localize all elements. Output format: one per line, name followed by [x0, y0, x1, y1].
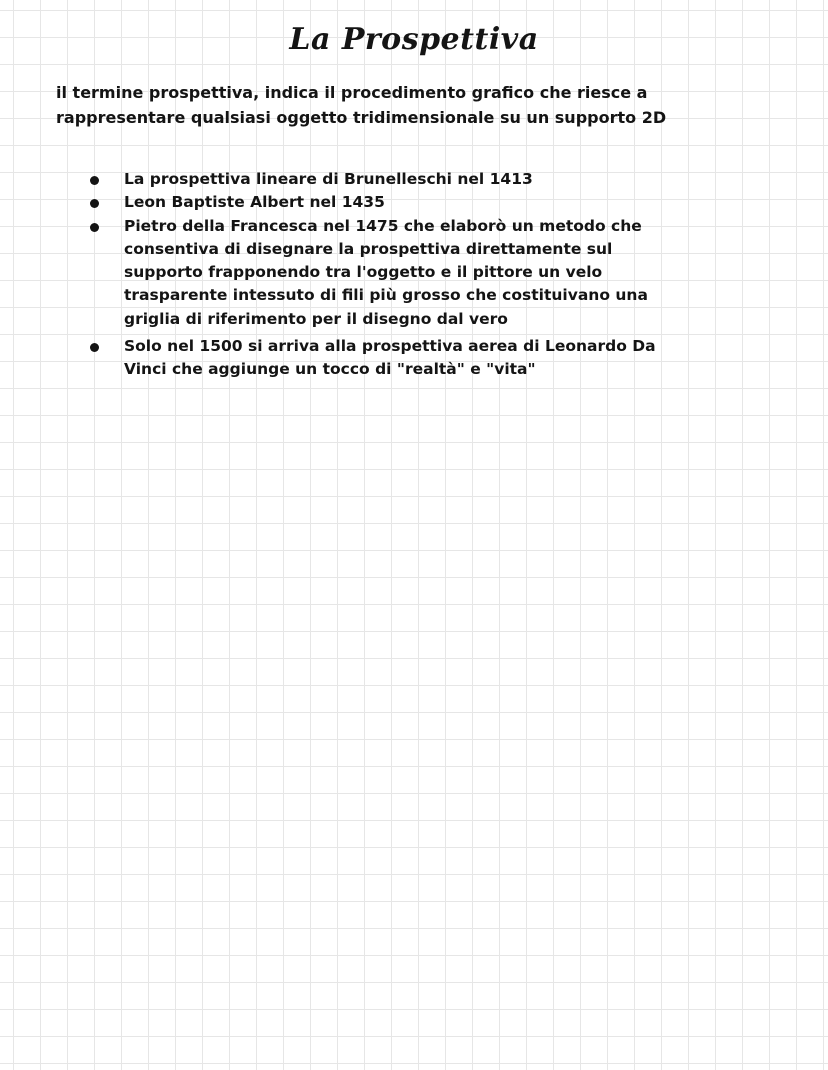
list-item — [90, 215, 790, 331]
list-item — [90, 335, 790, 382]
emphasis-term: prospettiva aerea — [361, 337, 518, 356]
list-item-text: Leon Baptiste Albert nel 1435 — [124, 193, 385, 212]
list-item-text: supporto frapponendo tra l'oggetto e il pittore un velo — [124, 263, 603, 282]
list-item-text-part: Solo nel 1500 si arriva alla — [124, 337, 362, 356]
page-title: La Prospettiva — [289, 22, 539, 57]
list-item — [90, 191, 790, 214]
bullet-dot-icon — [90, 176, 99, 185]
intro-paragraph — [56, 80, 796, 130]
intro-line: il termine prospettiva, indica il procedimento grafico che riesce a — [56, 83, 648, 102]
list-item-text: consentiva di disegnare la prospettiva direttamente sul — [124, 239, 613, 258]
list-item-text: La prospettiva lineare di Brunelleschi nel 1413 — [124, 170, 533, 188]
list-item — [90, 168, 790, 191]
list-item-text: trasparente intessuto di fili più grosso che costituivano una — [124, 286, 648, 305]
bullet-list — [90, 168, 790, 382]
list-item-text: Vinci che aggiunge un tocco di "realtà" e "vita" — [124, 360, 536, 379]
list-item-text: griglia di riferimento per il disegno dal vero — [124, 309, 508, 328]
bullet-dot-icon — [90, 223, 99, 232]
intro-line: rappresentare qualsiasi oggetto tridimensionale su un supporto 2D — [56, 108, 667, 127]
list-item-text: Pietro della Francesca nel 1475 che elaborò un metodo che — [124, 216, 642, 235]
list-item-text — [124, 335, 790, 358]
bullet-dot-icon — [90, 199, 99, 208]
list-item-text-part: di Leonardo Da — [517, 337, 656, 356]
bullet-dot-icon — [90, 343, 99, 352]
